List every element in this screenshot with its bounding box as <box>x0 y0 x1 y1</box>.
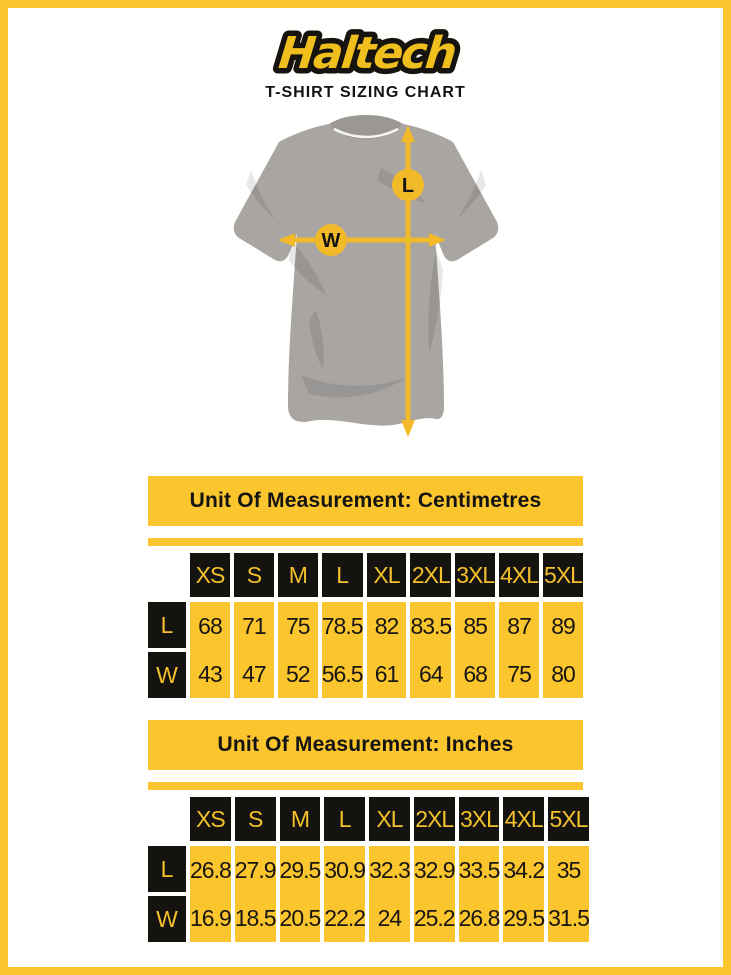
length-badge-label: L <box>401 175 414 197</box>
data-column <box>190 602 230 698</box>
haltech-logo <box>201 24 531 82</box>
table-corner-spacer <box>148 553 186 597</box>
value-cell: 71 <box>242 612 266 639</box>
value-cell: 61 <box>374 660 399 687</box>
unit-banner-inches: Unit Of Measurement: Inches <box>148 720 583 770</box>
row-label-column <box>148 846 186 942</box>
row-label-column <box>148 602 186 698</box>
row-label-cell: L <box>148 602 186 648</box>
size-table-inches <box>148 797 589 942</box>
size-header-cell: 5XL <box>543 553 583 597</box>
section-centimetres <box>148 476 583 698</box>
size-header-cell: 3XL <box>459 797 500 841</box>
value-cell: 18.5 <box>234 904 276 931</box>
data-column <box>234 602 274 698</box>
size-table-centimetres <box>148 553 583 698</box>
size-header-cell: S <box>234 553 274 597</box>
value-cell: 68 <box>198 612 222 639</box>
data-column <box>369 846 410 942</box>
value-cell: 25.2 <box>413 904 455 931</box>
size-header-cell: 2XL <box>410 553 451 597</box>
value-cell: 27.9 <box>234 856 276 883</box>
size-header-cell: M <box>278 553 318 597</box>
value-cell: 52 <box>286 660 310 687</box>
value-cell: 56.5 <box>321 660 363 687</box>
value-cell: 26.8 <box>458 904 500 931</box>
value-cell: 82 <box>374 612 399 639</box>
value-cell: 43 <box>198 660 222 687</box>
size-header-cell: 2XL <box>414 797 455 841</box>
size-header-cell: L <box>324 797 365 841</box>
section-inches <box>148 720 589 942</box>
value-cell: 68 <box>463 660 487 687</box>
value-cell: 35 <box>556 856 581 883</box>
unit-banner-centimetres: Unit Of Measurement: Centimetres <box>148 476 583 526</box>
value-cell: 24 <box>377 904 402 931</box>
value-cell: 75 <box>286 612 310 639</box>
data-column <box>280 846 321 942</box>
data-column <box>324 846 365 942</box>
value-cell: 29.5 <box>503 904 545 931</box>
data-column <box>190 846 231 942</box>
value-cell: 47 <box>242 660 266 687</box>
row-label-cell: W <box>148 652 186 698</box>
data-column <box>503 846 544 942</box>
data-column <box>410 602 451 698</box>
value-cell: 33.5 <box>458 856 500 883</box>
data-column <box>235 846 276 942</box>
haltech-logo-text: Haltech <box>275 28 457 79</box>
value-cell: 78.5 <box>321 612 363 639</box>
size-header-cell: 4XL <box>503 797 544 841</box>
value-cell: 26.8 <box>190 856 231 883</box>
value-cell: 20.5 <box>279 904 321 931</box>
size-header-cell: M <box>280 797 321 841</box>
data-column <box>278 602 318 698</box>
data-column <box>455 602 495 698</box>
value-cell: 87 <box>507 612 531 639</box>
data-column <box>459 846 500 942</box>
value-cell: 75 <box>507 660 531 687</box>
length-badge <box>392 169 424 201</box>
value-cell: 85 <box>463 612 487 639</box>
size-header-cell: XS <box>190 797 231 841</box>
page-title: T-SHIRT SIZING CHART <box>265 84 466 101</box>
size-header-cell: XL <box>369 797 410 841</box>
data-column <box>414 846 455 942</box>
data-column <box>548 846 589 942</box>
value-cell: 30.9 <box>324 856 366 883</box>
value-cell: 64 <box>419 660 443 687</box>
size-header-cell: 4XL <box>499 553 539 597</box>
width-badge <box>315 224 347 256</box>
row-label-cell: L <box>148 846 186 892</box>
value-cell: 31.5 <box>548 904 589 931</box>
brand-header <box>8 24 723 102</box>
size-header-cell: L <box>322 553 363 597</box>
row-label-cell: W <box>148 896 186 942</box>
data-column <box>367 602 407 698</box>
value-cell: 83.5 <box>410 612 452 639</box>
value-cell: 80 <box>551 660 575 687</box>
value-cell: 89 <box>551 612 575 639</box>
table-corner-spacer <box>148 797 186 841</box>
value-cell: 34.2 <box>503 856 545 883</box>
data-column <box>322 602 363 698</box>
size-header-cell: 5XL <box>548 797 589 841</box>
data-column <box>543 602 583 698</box>
size-header-cell: XL <box>367 553 407 597</box>
size-header-cell: S <box>235 797 276 841</box>
value-cell: 16.9 <box>190 904 231 931</box>
width-badge-label: W <box>321 230 340 252</box>
tshirt-figure <box>230 110 502 455</box>
tshirt-diagram <box>230 110 502 460</box>
size-header-cell: 3XL <box>455 553 495 597</box>
value-cell: 32.9 <box>413 856 455 883</box>
tshirt-body <box>233 124 498 426</box>
data-column <box>499 602 539 698</box>
value-cell: 22.2 <box>324 904 366 931</box>
value-cell: 32.3 <box>369 856 410 883</box>
divider-strip <box>148 538 583 546</box>
value-cell: 29.5 <box>279 856 321 883</box>
size-header-cell: XS <box>190 553 230 597</box>
divider-strip <box>148 782 583 790</box>
